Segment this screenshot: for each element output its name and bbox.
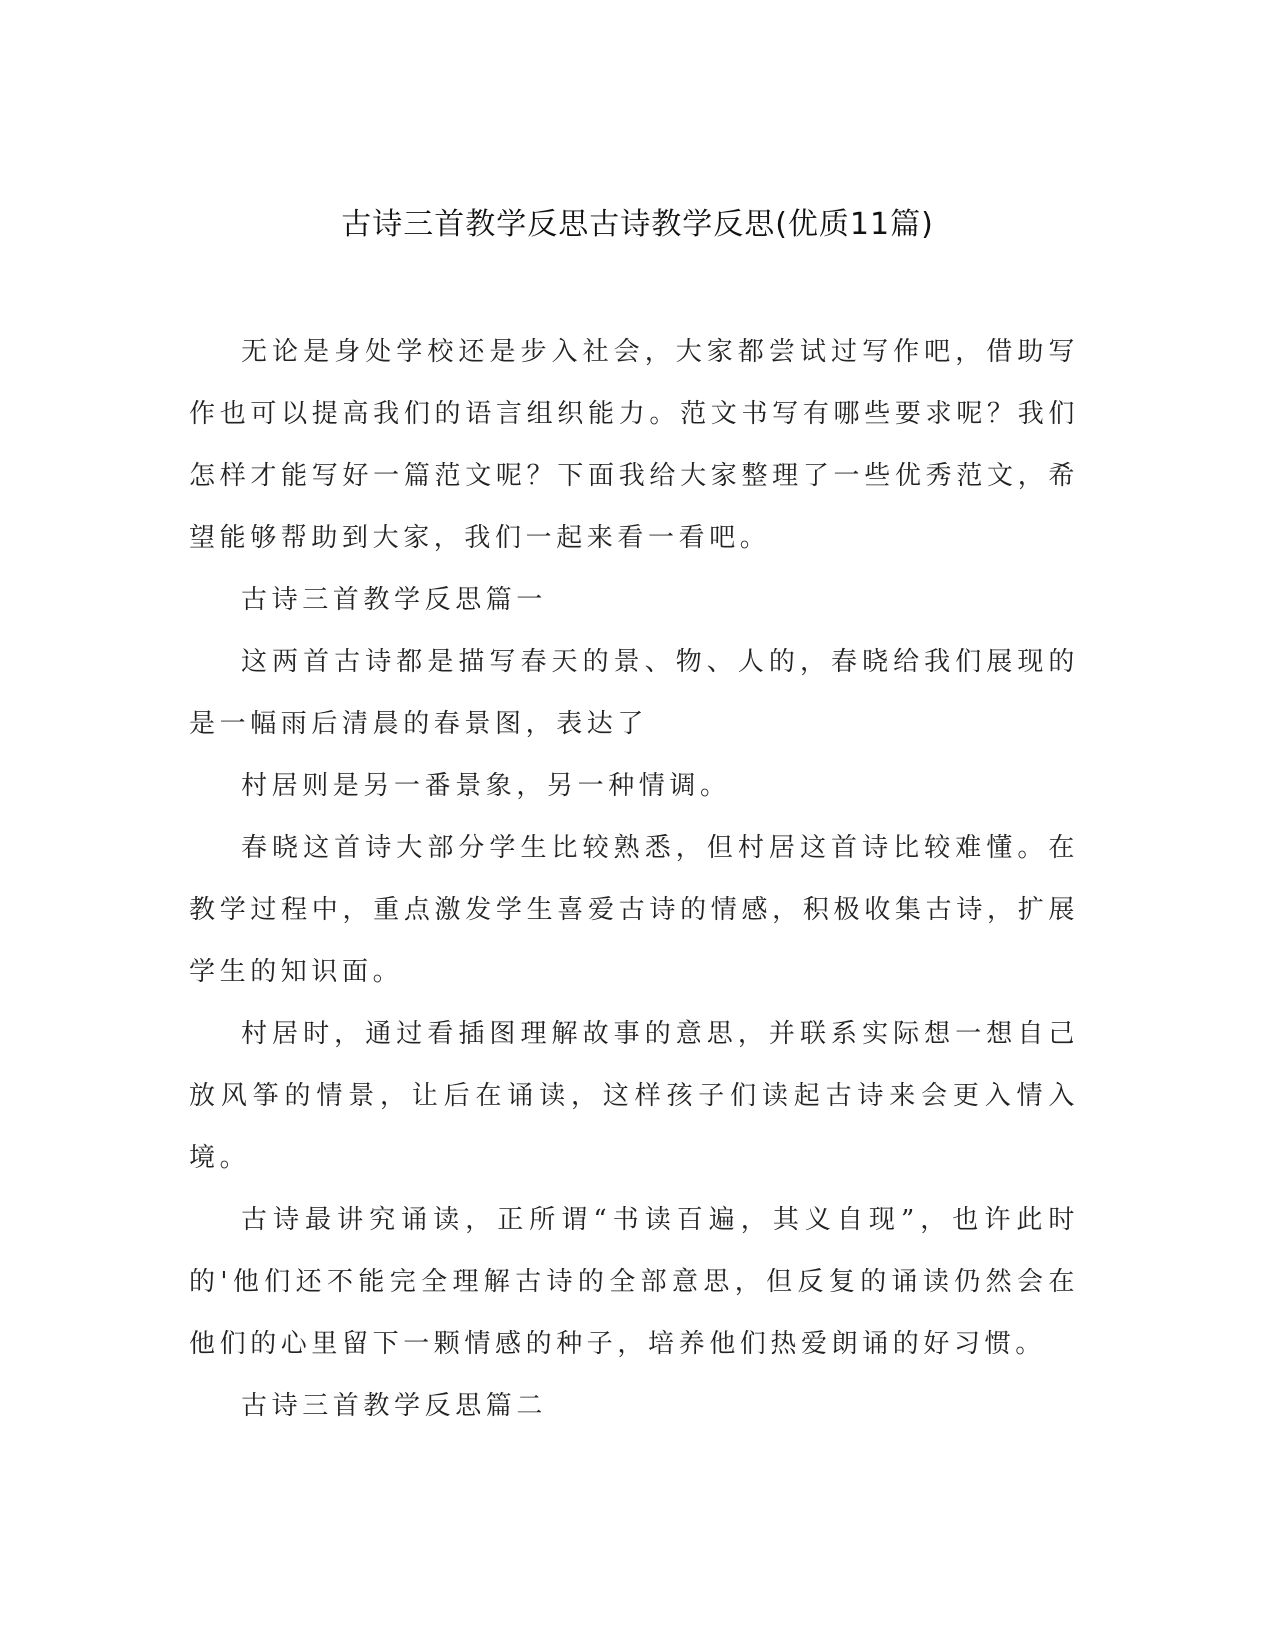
document-body <box>189 321 1079 1437</box>
paragraph: 村居时，通过看插图理解故事的意思，并联系实际想一想自己放风筝的情景，让后在诵读，这样孩子们读起古诗来会更入情入境。 <box>189 1019 1079 1173</box>
paragraph-intro: 无论是身处学校还是步入社会，大家都尝试过写作吧，借助写作也可以提高我们的语言组织能力。范文书写有哪些要求呢？我们怎样才能写好一篇范文呢？下面我给大家整理了一些优秀范文，希望能够帮助到大家，我们一起来看一看吧。 <box>189 337 1079 553</box>
section-heading-2: 古诗三首教学反思篇二 <box>241 1391 548 1421</box>
section-heading-1: 古诗三首教学反思篇一 <box>241 585 548 615</box>
document-title: 古诗三首教学反思古诗教学反思(优质11篇) <box>341 207 934 242</box>
paragraph: 村居则是另一番景象，另一种情调。 <box>241 771 731 801</box>
paragraph: 这两首古诗都是描写春天的景、物、人的，春晓给我们展现的是一幅雨后清晨的春景图，表达了 <box>189 647 1079 739</box>
paragraph: 春晓这首诗大部分学生比较熟悉，但村居这首诗比较难懂。在教学过程中，重点激发学生喜爱古诗的情感，积极收集古诗，扩展学生的知识面。 <box>189 833 1079 987</box>
paragraph: 古诗最讲究诵读，正所谓“书读百遍，其义自现”，也许此时的'他们还不能完全理解古诗的全部意思，但反复的诵读仍然会在他们的心里留下一颗情感的种子，培养他们热爱朗诵的好习惯。 <box>189 1205 1079 1359</box>
